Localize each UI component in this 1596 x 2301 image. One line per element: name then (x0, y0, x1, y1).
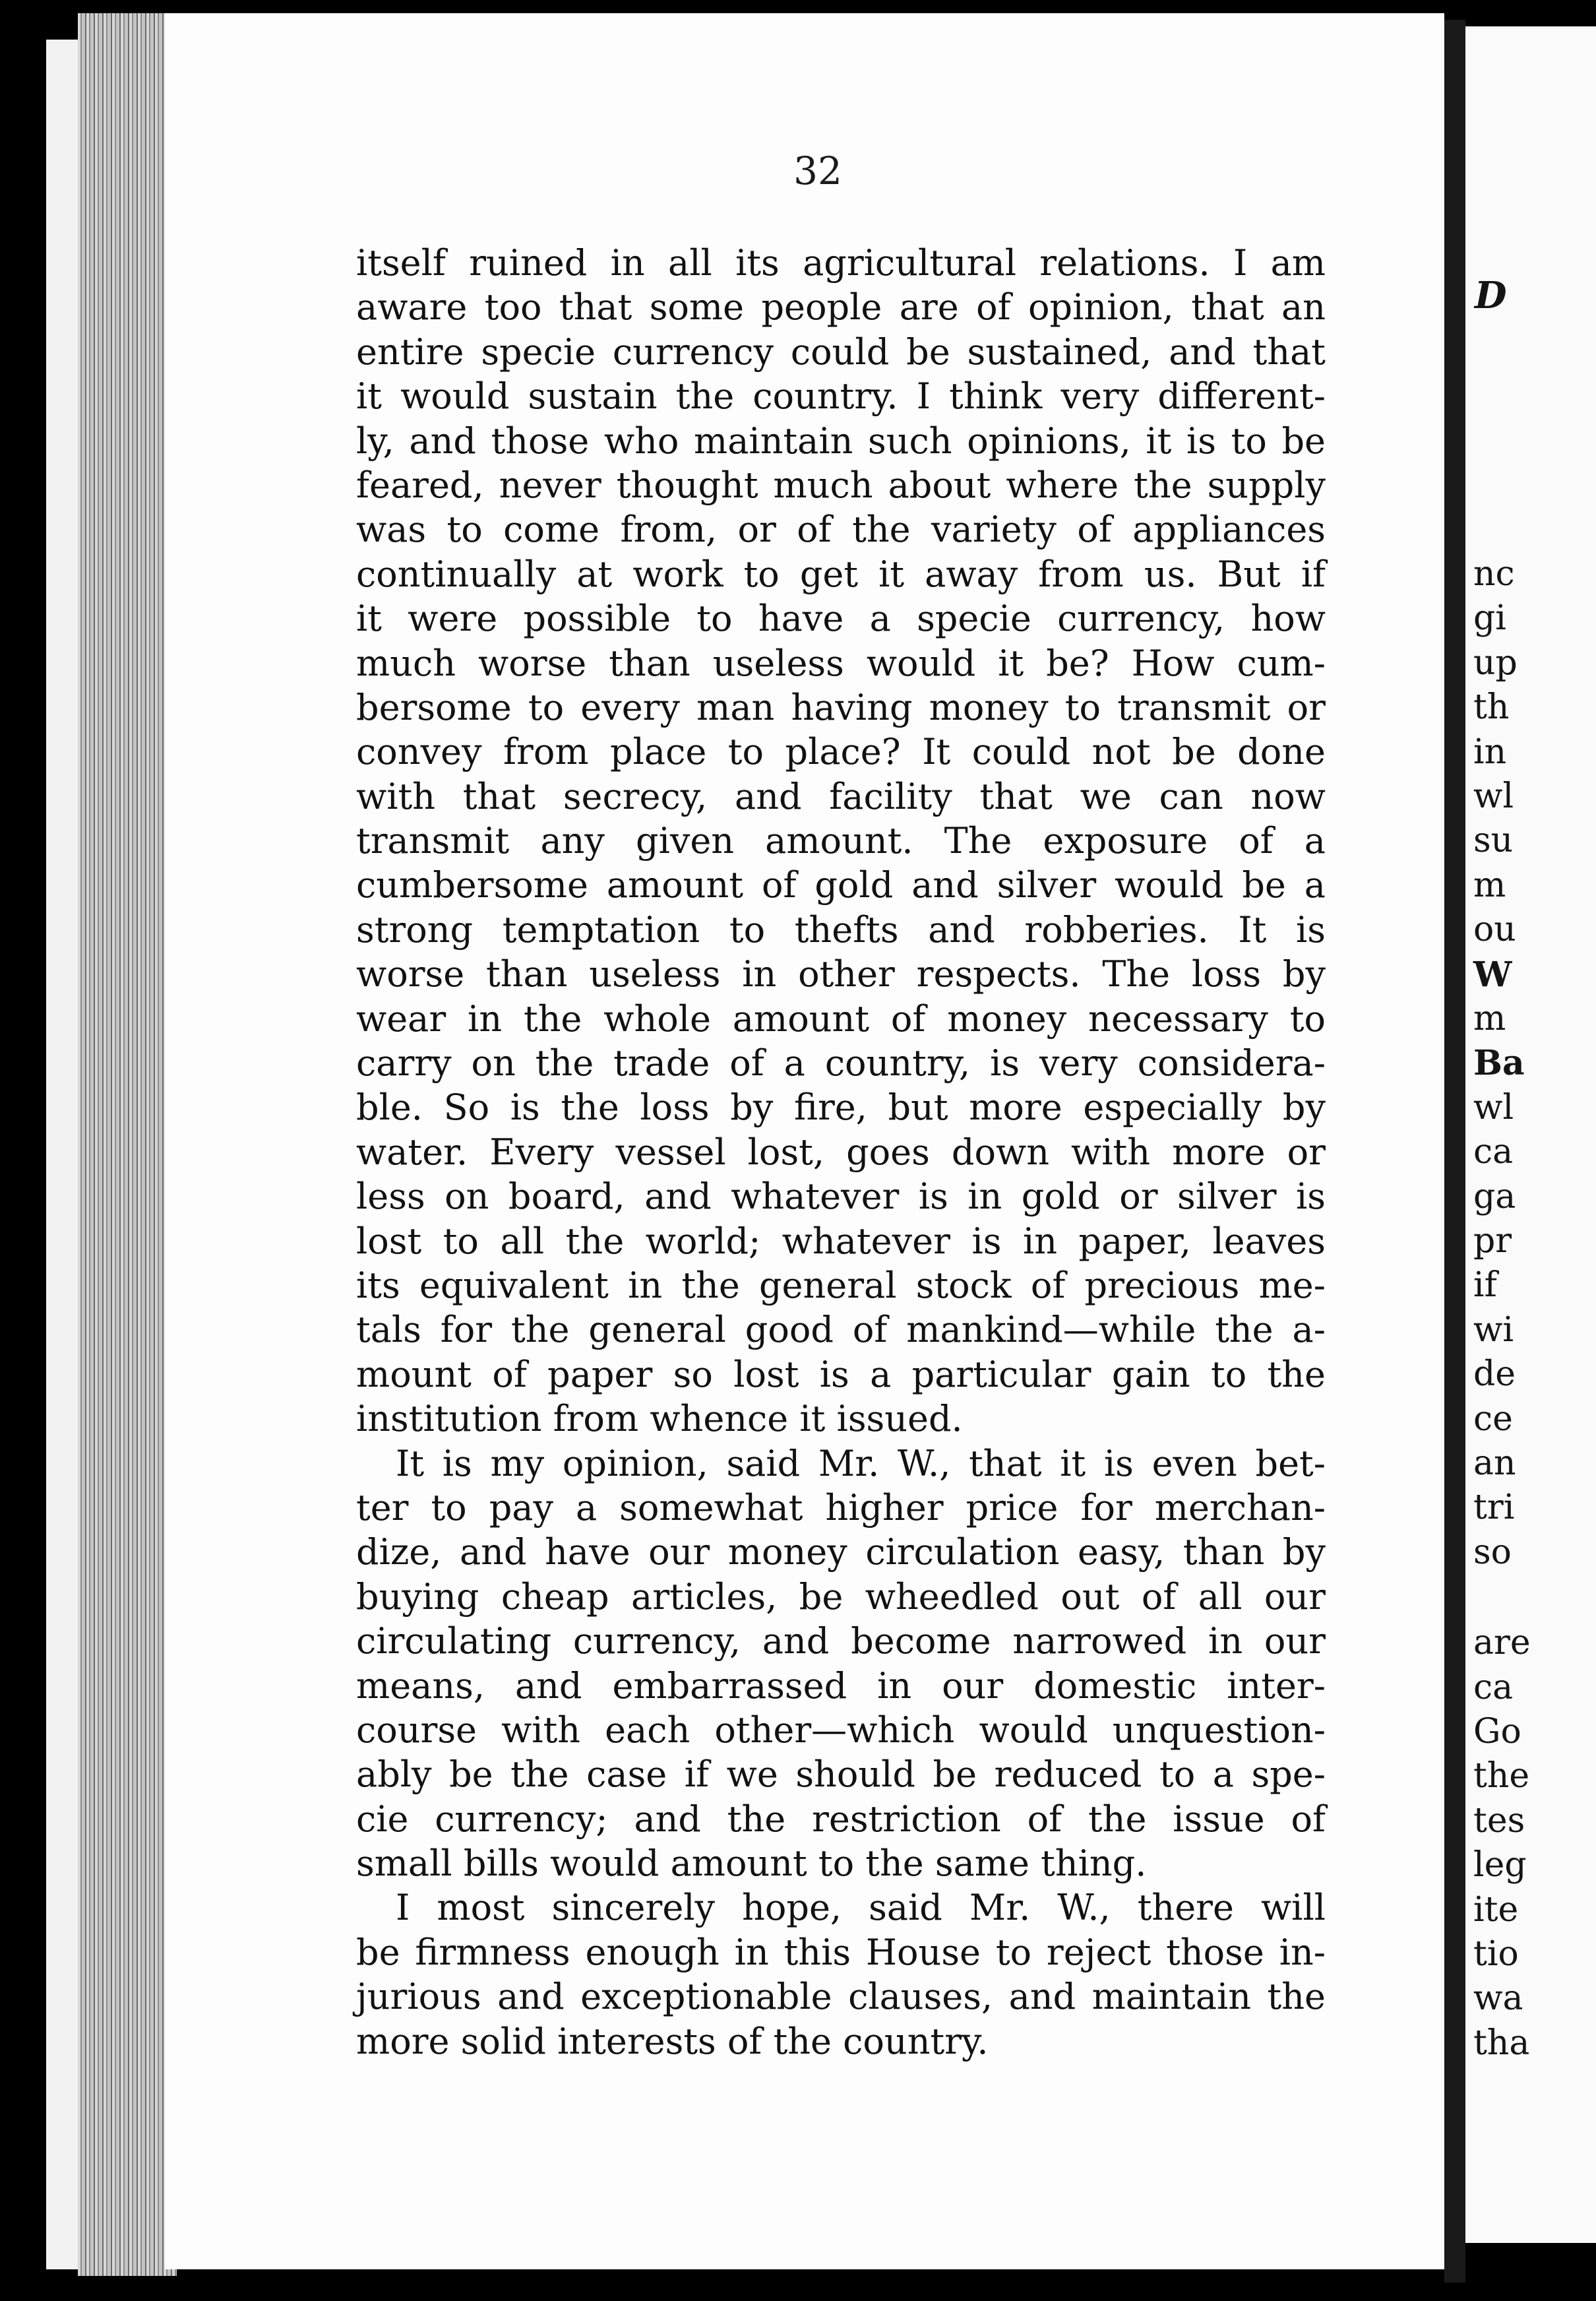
facing-page-fragment: wi (1473, 1309, 1514, 1350)
text-line: means, and embarrassed in our domestic inter- (356, 1664, 1326, 1707)
text-line: cumbersome amount of gold and silver would be a (356, 864, 1326, 906)
text-line: strong temptation to thefts and robberies. It is (356, 908, 1326, 951)
text-line: wear in the whole amount of money necessary to (356, 997, 1326, 1040)
facing-page-fragment: leg (1473, 1845, 1527, 1885)
text-line: ly, and those who maintain such opinions, it is to be (356, 420, 1326, 462)
facing-page-heading: D (1475, 274, 1507, 317)
text-line: be firmness enough in this House to reject those in- (356, 1931, 1326, 1973)
facing-page-fragment: Ba (1473, 1043, 1525, 1084)
text-line: water. Every vessel lost, goes down with more or (356, 1131, 1326, 1173)
text-line: much worse than useless would it be? How cum- (356, 642, 1326, 684)
facing-page-fragment: nc (1473, 554, 1515, 594)
facing-page-fragment: su (1473, 821, 1514, 861)
facing-page-fragment: ca (1473, 1132, 1514, 1172)
facing-page-fragment: an (1473, 1443, 1516, 1483)
text-line: jurious and exceptionable clauses, and maintain the (356, 1976, 1326, 2018)
facing-page-fragment: if (1473, 1265, 1497, 1306)
text-line: small bills would amount to the same thing. (356, 1843, 1147, 1885)
facing-page-fragment: Go (1473, 1712, 1521, 1751)
text-line: It is my opinion, said Mr. W., that it is even bet- (396, 1442, 1326, 1484)
text-line: institution from whence it issued. (356, 1398, 963, 1440)
facing-page-fragment: th (1473, 687, 1510, 728)
facing-page-fragment: so (1473, 1532, 1512, 1572)
facing-page-fragment: m (1473, 865, 1506, 905)
facing-page-fragment: the (1473, 1756, 1530, 1796)
facing-page-fragment: gi (1473, 598, 1506, 639)
facing-page-fragment: m (1473, 999, 1506, 1038)
facing-page (1465, 26, 1596, 2243)
facing-page-fragment: tha (1473, 2023, 1530, 2063)
facing-page-fragment: tio (1473, 1934, 1519, 1974)
facing-page-fragment: ga (1473, 1176, 1516, 1216)
text-line: ble. So is the loss by fire, but more especially by (356, 1087, 1326, 1129)
text-line: lost to all the world; whatever is in paper, leaves (356, 1220, 1326, 1262)
text-line: itself ruined in all its agricultural relations. I am (356, 242, 1326, 284)
text-line: ably be the case if we should be reduced to a spe- (356, 1753, 1326, 1796)
text-line: was to come from, or of the variety of appliances (356, 509, 1326, 551)
gutter (1444, 20, 1465, 2283)
text-line: cie currency; and the restriction of the issue of (356, 1798, 1326, 1840)
page-edges (78, 13, 177, 2276)
text-line: aware too that some people are of opinion, that an (356, 286, 1326, 329)
text-line: ter to pay a somewhat higher price for merchan- (356, 1486, 1326, 1529)
facing-page-fragment: wl (1473, 776, 1514, 816)
facing-page-fragment: ca (1473, 1667, 1514, 1707)
text-line: it would sustain the country. I think very different- (356, 375, 1326, 418)
text-line: carry on the trade of a country, is very considera- (356, 1042, 1326, 1085)
facing-page-fragment: are (1473, 1623, 1531, 1663)
text-line: continually at work to get it away from us. But if (356, 553, 1326, 595)
text-line: it were possible to have a specie currency, how (356, 598, 1326, 640)
facing-page-fragment: ce (1473, 1399, 1513, 1439)
text-line: transmit any given amount. The exposure of a (356, 820, 1326, 862)
text-line: dize, and have our money circulation easy, than by (356, 1531, 1326, 1573)
facing-page-fragment: pr (1473, 1221, 1512, 1261)
text-line: buying cheap articles, be wheedled out of all our (356, 1575, 1326, 1618)
text-line: mount of paper so lost is a particular gain to the (356, 1353, 1326, 1395)
facing-page-fragment: ou (1473, 910, 1516, 950)
text-line: circulating currency, and become narrowed in our (356, 1620, 1326, 1662)
facing-page-fragment: W (1473, 954, 1512, 995)
facing-page-fragment: up (1473, 643, 1518, 683)
text-line: feared, never thought much about where the supply (356, 464, 1326, 506)
facing-page-fragment: wl (1473, 1087, 1514, 1127)
facing-page-fragment: de (1473, 1354, 1516, 1395)
page-number: 32 (793, 148, 842, 193)
text-line: worse than useless in other respects. The loss by (356, 953, 1326, 995)
body-text (356, 241, 1326, 2064)
text-line: with that secrecy, and facility that we can now (356, 775, 1326, 817)
text-line: course with each other—which would unquestion- (356, 1709, 1326, 1751)
facing-page-fragment: ite (1473, 1889, 1519, 1930)
text-line: less on board, and whatever is in gold or silver is (356, 1176, 1326, 1218)
facing-page-fragment: wa (1473, 1978, 1523, 2019)
text-line: bersome to every man having money to transmit or (356, 686, 1326, 728)
text-line: I most sincerely hope, said Mr. W., there will (396, 1887, 1326, 1929)
text-line: more solid interests of the country. (356, 2020, 989, 2062)
text-line: entire specie currency could be sustained, and that (356, 331, 1326, 373)
facing-page-fragment: tri (1473, 1488, 1515, 1528)
text-line: convey from place to place? It could not be done (356, 731, 1326, 773)
facing-page-fragment: tes (1473, 1800, 1525, 1841)
text-line: tals for the general good of mankind—while the a- (356, 1309, 1326, 1351)
text-line: its equivalent in the general stock of precious me- (356, 1264, 1326, 1306)
facing-page-fragment: in (1473, 732, 1507, 772)
